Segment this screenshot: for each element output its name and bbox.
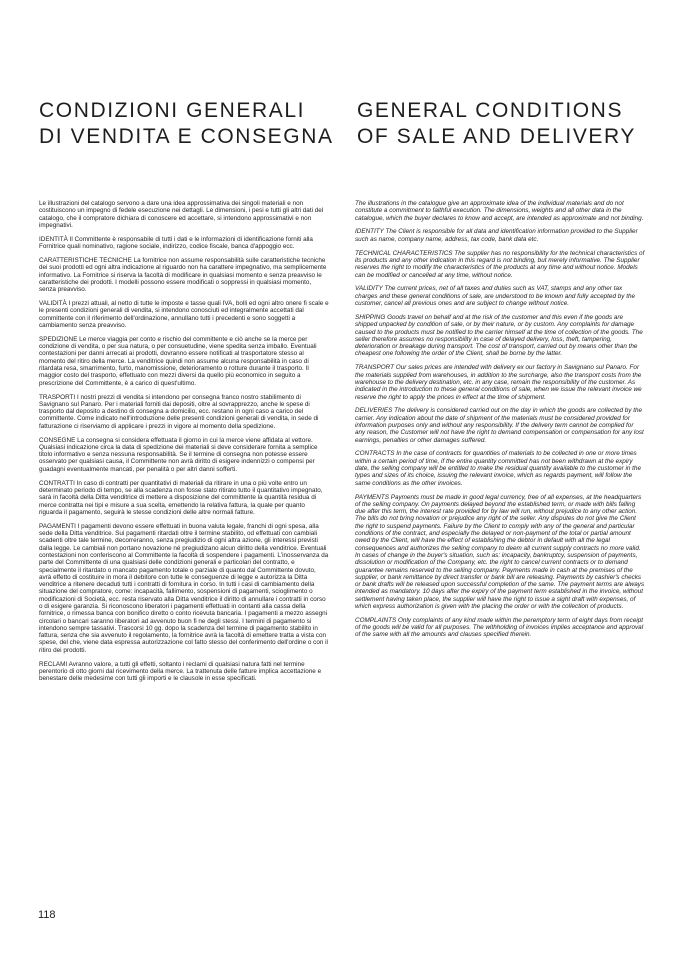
italian-paragraph-pagamenti: PAGAMENTI I pagamenti devono essere effettuati in buona valuta legale, franchi di ogni spesa, alla sede della Ditta venditrice. Sui pagamenti ritardati oltre il termine stabilito, od effettuati con cambiali scadenti oltre tale termine, decorreranno, senza pregiudizio di ogni altra azione, gli interessi previsti dalla legge. Le cambiali non portano novazione né pregiudizano alcun diritto della venditrice. Eventuali contestazioni non conferiscono al Committente la facoltà di sospendere i pagamenti. L'inosservanza da parte del Committente di una qualsiasi delle condizioni generali e particolari del contratto, e specialmente il ritardato o mancato pagamento totale o parziale di quanto dal Committente dovuto, avrà effetto di costituire in mora il debitore con tutte le conseguenze di legge e autorizza la Ditta venditrice a ritenere decaduti tutti i contratti di fornitura in corso. In tutti i casi di cambiamento della situazione del compratore, come: incapacità, fallimento, sospensioni di pagamenti, scioglimento o modificazioni di Società, ecc. resta riservato alla Ditta venditrice il diritto di annullare i contratti in corso o di esigere garanzia. Si riconoscono liberatori i pagamenti effettuati in contanti alla cassa della fornitrice, o rimessa banca con bonifico diretto o conto ricevuta bancaria. I pagamenti a mezzo assegni circolari o bancari saranno liberatori ad avvenuto buon fi ne degli stessi. I termini di pagamento si intendono sempre tassativi. Trascorsi 10 gg. dopo la scadenza del termine di pagamento stabilito in fattura, senza che sia avvenuto il regolamento, la fornitrice avrà la facoltà di emettere tratta a vista con spese, del che, viene data espressa autorizzazione col fatto stesso del conferimento dell'ordine o con il ritiro dei prodotti. xyxy=(39,522,329,654)
italian-paragraph-reclami: RECLAMI Avranno valore, a tutti gli effetti, soltanto i reclami di qualsiasi natura fatti nel termine perentorio di otto giorni dal ricevimento della merce. La trattenuta delle fatture implica accettazione e benestare delle medesime con tutti gli importi e le clausole in esse specificati. xyxy=(39,660,322,683)
english-paragraph-intro: The illustrations in the catalogue give an approximate idea of the individual materials and do not constitute a commitment to faithful execution. The dimensions, weights and all other data in the catalogue, which the buyer declares to know and accept, are intended as approximate and not binding. xyxy=(355,200,644,222)
english-paragraph-deliveries: DELIVERIES The delivery is considered carried out on the day in which the goods are collected by the carrier. Any indication about the date of shipment of the materials must be considered provided for information purposes only and without any responsibility. If the delivery term cannot be complied for any reason, the Customer will not have the right to demand compensation or compensation for any lost earnings, penalties or other damages suffered. xyxy=(355,407,644,444)
english-title xyxy=(357,98,657,150)
english-paragraph-complaints: COMPLAINTS Only complaints of any kind made within the peremptory term of eight days from receipt of the goods will be valid for all purposes. The withholding of invoices implies acceptance and approval of the same with all the amounts and clauses specified therein. xyxy=(355,616,644,639)
english-terms-column xyxy=(355,200,645,645)
english-paragraph-shipping: SHIPPING Goods travel on behalf and at the risk of the customer and this even if the goods are shipped unpacked by condition of sale, or by their nature, or by custom. Any complaints for damage caused to the products must be notified to the carrier himself at the time of collection of the goods. The seller therefore assumes no responsibility in case of delayed delivery, loss, theft, tampering, deterioration or breakage during transport. The cost of transport, carried out by means other than the cheapest one following the order of the Client, shall be borne by the latter. xyxy=(355,313,643,358)
english-paragraph-payments: PAYMENTS Payments must be made in good legal currency, free of all expenses, at the headquarters of the selling company. On payments delayed beyond the established term, or made with bills falling due after this term, the interest rate provided for by law will run, without prejudice to any other action. The bills do not bring novation or prejudice any right of the seller. Any disputes do not give the Client the right to suspend payments. Failure by the Client to comply with any of the general and particular conditions of the contract, and especially the delayed or non-payment of the total or partial amount owed by the Client, will have the effect of establishing the debtor in default with all the legal consequences and authorizes the selling company to deem all current supply contracts no more valid. In cases of change in the buyer's situation, such as: incapacity, bankruptcy, suspension of payments, dissolution or modification of the Company, etc. the right to cancel current contracts or to demand guarantee remains reserved to the selling company. Payments made in cash at the premises of the supplier, or bank remittance by direct transfer or bank bill are releasing. Payments by cashier's checks or bank drafts will be released upon successful completion of the same. The payment terms are always intended as mandatory. 10 days after the expiry of the payment term established in the invoice, without settlement having taken place, the supplier will have the right to issue a sight draft with expenses, of which express authorization is given with the placing the order or with the collection of products. xyxy=(355,493,645,610)
italian-title-line-2: DI VENDITA E CONSEGNA xyxy=(39,125,334,148)
italian-paragraph-trasporti: TRASPORTI I nostri prezzi di vendita si intendono per consegna franco nostro stabilimento di Savignano sul Panaro. Per i materiali forniti dai depositi, oltre al sovrapprezzo, anche le spese di trasporto dal deposito a destino di consegna a domicilio, ecc. restano in ogni caso a carico del committente. Come indicato nell'introduzione delle presenti condizioni generali di vendita, in sede di fatturazione ci riserviamo di applicare i prezzi in vigore al momento della spedizione. xyxy=(39,393,319,430)
english-paragraph-validity: VALIDITY The current prices, net of all taxes and duties such as VAT, stamps and any other tax charges and these general conditions of sale, are understood to be known and fully accepted by the customer, cancel all previous ones and are subject to change without notice. xyxy=(355,285,636,308)
italian-paragraph-consegne: CONSEGNE La consegna si considera effettuata il giorno in cui la merce viene affidata al vettore. Qualsiasi indicazione circa la data di spedizione dei materiali si deve considerare fornita a semplice titolo informativo e senza nessuna responsabilità. Se il termine di consegna non potesse essere osservato per qualsiasi causa, il Committente non avrà diritto di esigere indennizzi o compensi per guadagni eventualmente mancati, per penalità o per altri danni sofferti. xyxy=(39,436,318,473)
page-number: 118 xyxy=(38,909,56,921)
italian-paragraph-identita: IDENTITÀ Il Committente è responsabile di tutti i dati e le informazioni di identificazione forniti alla Fornitrice quali nominativo, ragione sociale, indirizzo, codice fiscale, banca d'appoggio ecc. xyxy=(39,235,313,251)
italian-title xyxy=(39,98,339,150)
english-paragraph-identity: IDENTITY The Client is responsible for all data and identification information provided to the Supplier such as name, company name, address, tax code, bank data etc. xyxy=(355,228,638,243)
italian-paragraph-validita: VALIDITÀ I prezzi attuali, al netto di tutte le imposte e tasse quali IVA, bolli ed ogni altro onere fi scale e le presenti condizioni generali di vendita, si intendono conosciuti ed integralmente accettati dal committente con il riferimento dell'ordinazione, annullano tutti i precedenti e sono soggetti a cambiamento senza preavviso. xyxy=(39,300,329,329)
english-paragraph-contracts: CONTRACTS In the case of contracts for quantities of materials to be collected in one or more times within a certain period of time, if the entire quantity committed has not been withdrawn at the expiry date, the selling company will be entitled to make the residual quantity available to the customer in the types and sizes of its choice, issuing the relevant invoice, which as regards payment, will follow the same conditions as the other invoices. xyxy=(355,450,641,487)
english-paragraph-technical: TECHNICAL CHARACTERISTICS The supplier has no responsibility for the technical characteristics of its products and any other indication in this regard is not binding, but merely informative. The Supplier reserves the right to modify the characteristics of the products at any time and without notice. Models can be modified or cancelled at any time, without notice. xyxy=(355,249,645,279)
english-title-line-1: GENERAL CONDITIONS xyxy=(357,99,624,122)
italian-paragraph-intro: Le illustrazioni del catalogo servono a dare una idea approssimativa dei singoli materiali e non costituiscono un impegno di fedele esecuzione nei dettagli. Le dimensioni, i pesi e tutti gli altri dati del catalogo, che il compratore dichiara di conoscere ed accettare, si intendono approssimativi e non impegnativi. xyxy=(39,200,324,229)
italian-paragraph-spedizione: SPEDIZIONE Le merce viaggia per conto e rischio del committente e ciò anche se la merce per condizione di vendita, o per sua natura, o per consuetudine, viene spedita senza imballo. Eventuali contestazioni per danni arrecati ai prodotti, dovranno essere notificati al trasportatore stesso al momento del ritiro della merce. La venditrice quindi non assume alcuna responsabilità in caso di ritardata resa, smarrimento, furto, manomissione, deterioramento o rotture durante il trasporto. Il maggior costo del trasporto, effettuato con mezzi diversi da quello più economico in seguito a prescrizione del Committente, è a carico di quest'ultimo. xyxy=(39,335,317,387)
italian-terms-column xyxy=(39,200,329,689)
english-title-line-2: OF SALE AND DELIVERY xyxy=(357,125,637,148)
italian-title-line-1: CONDIZIONI GENERALI xyxy=(39,99,306,122)
english-paragraph-transport: TRANSPORT Our sales prices are intended with delivery ex our factory in Savignano sul Panaro. For the materials supplied from warehouses, in addition to the surcharge, also the transport costs from the warehouse to the delivery destination, etc. in any case, remain the responsibility of the customer. As indicated in the introduction to these general conditions of sale, when we issue the relevant invoice we reserve the right to apply the prices in effect at the time of shipment. xyxy=(355,364,642,401)
italian-paragraph-caratteristiche: CARATTERISTICHE TECNICHE La fornitrice non assume responsabilità sulle caratteristiche tecniche dei suoi prodotti ed ogni altra indicazione al riguardo non ha carattere impegnativo, ma semplicemente informativo. La Fornitrice si riserva la facoltà di modificare in qualsiasi momento e senza preavviso le caratteristiche dei prodotti. I modelli possono essere modificati o soppressi in qualsiasi momento, senza preavviso. xyxy=(39,256,327,294)
italian-paragraph-contratti: CONTRATTI In caso di contratti per quantitativi di materiali da ritirare in una o più volte entro un determinato periodo di tempo, se alla scadenza non fosse stato ritirato tutto il quantitativo impegnato, sarà in facoltà della Ditta venditrice di mettere a disposizione del committente la quantità residua di merce contratta nei tipi e misure a sua scelta, emettendo la relativa fattura, la quale per quanto riguarda il pagamento, seguirà le stesse condizioni delle altre normali fatture. xyxy=(39,479,323,516)
